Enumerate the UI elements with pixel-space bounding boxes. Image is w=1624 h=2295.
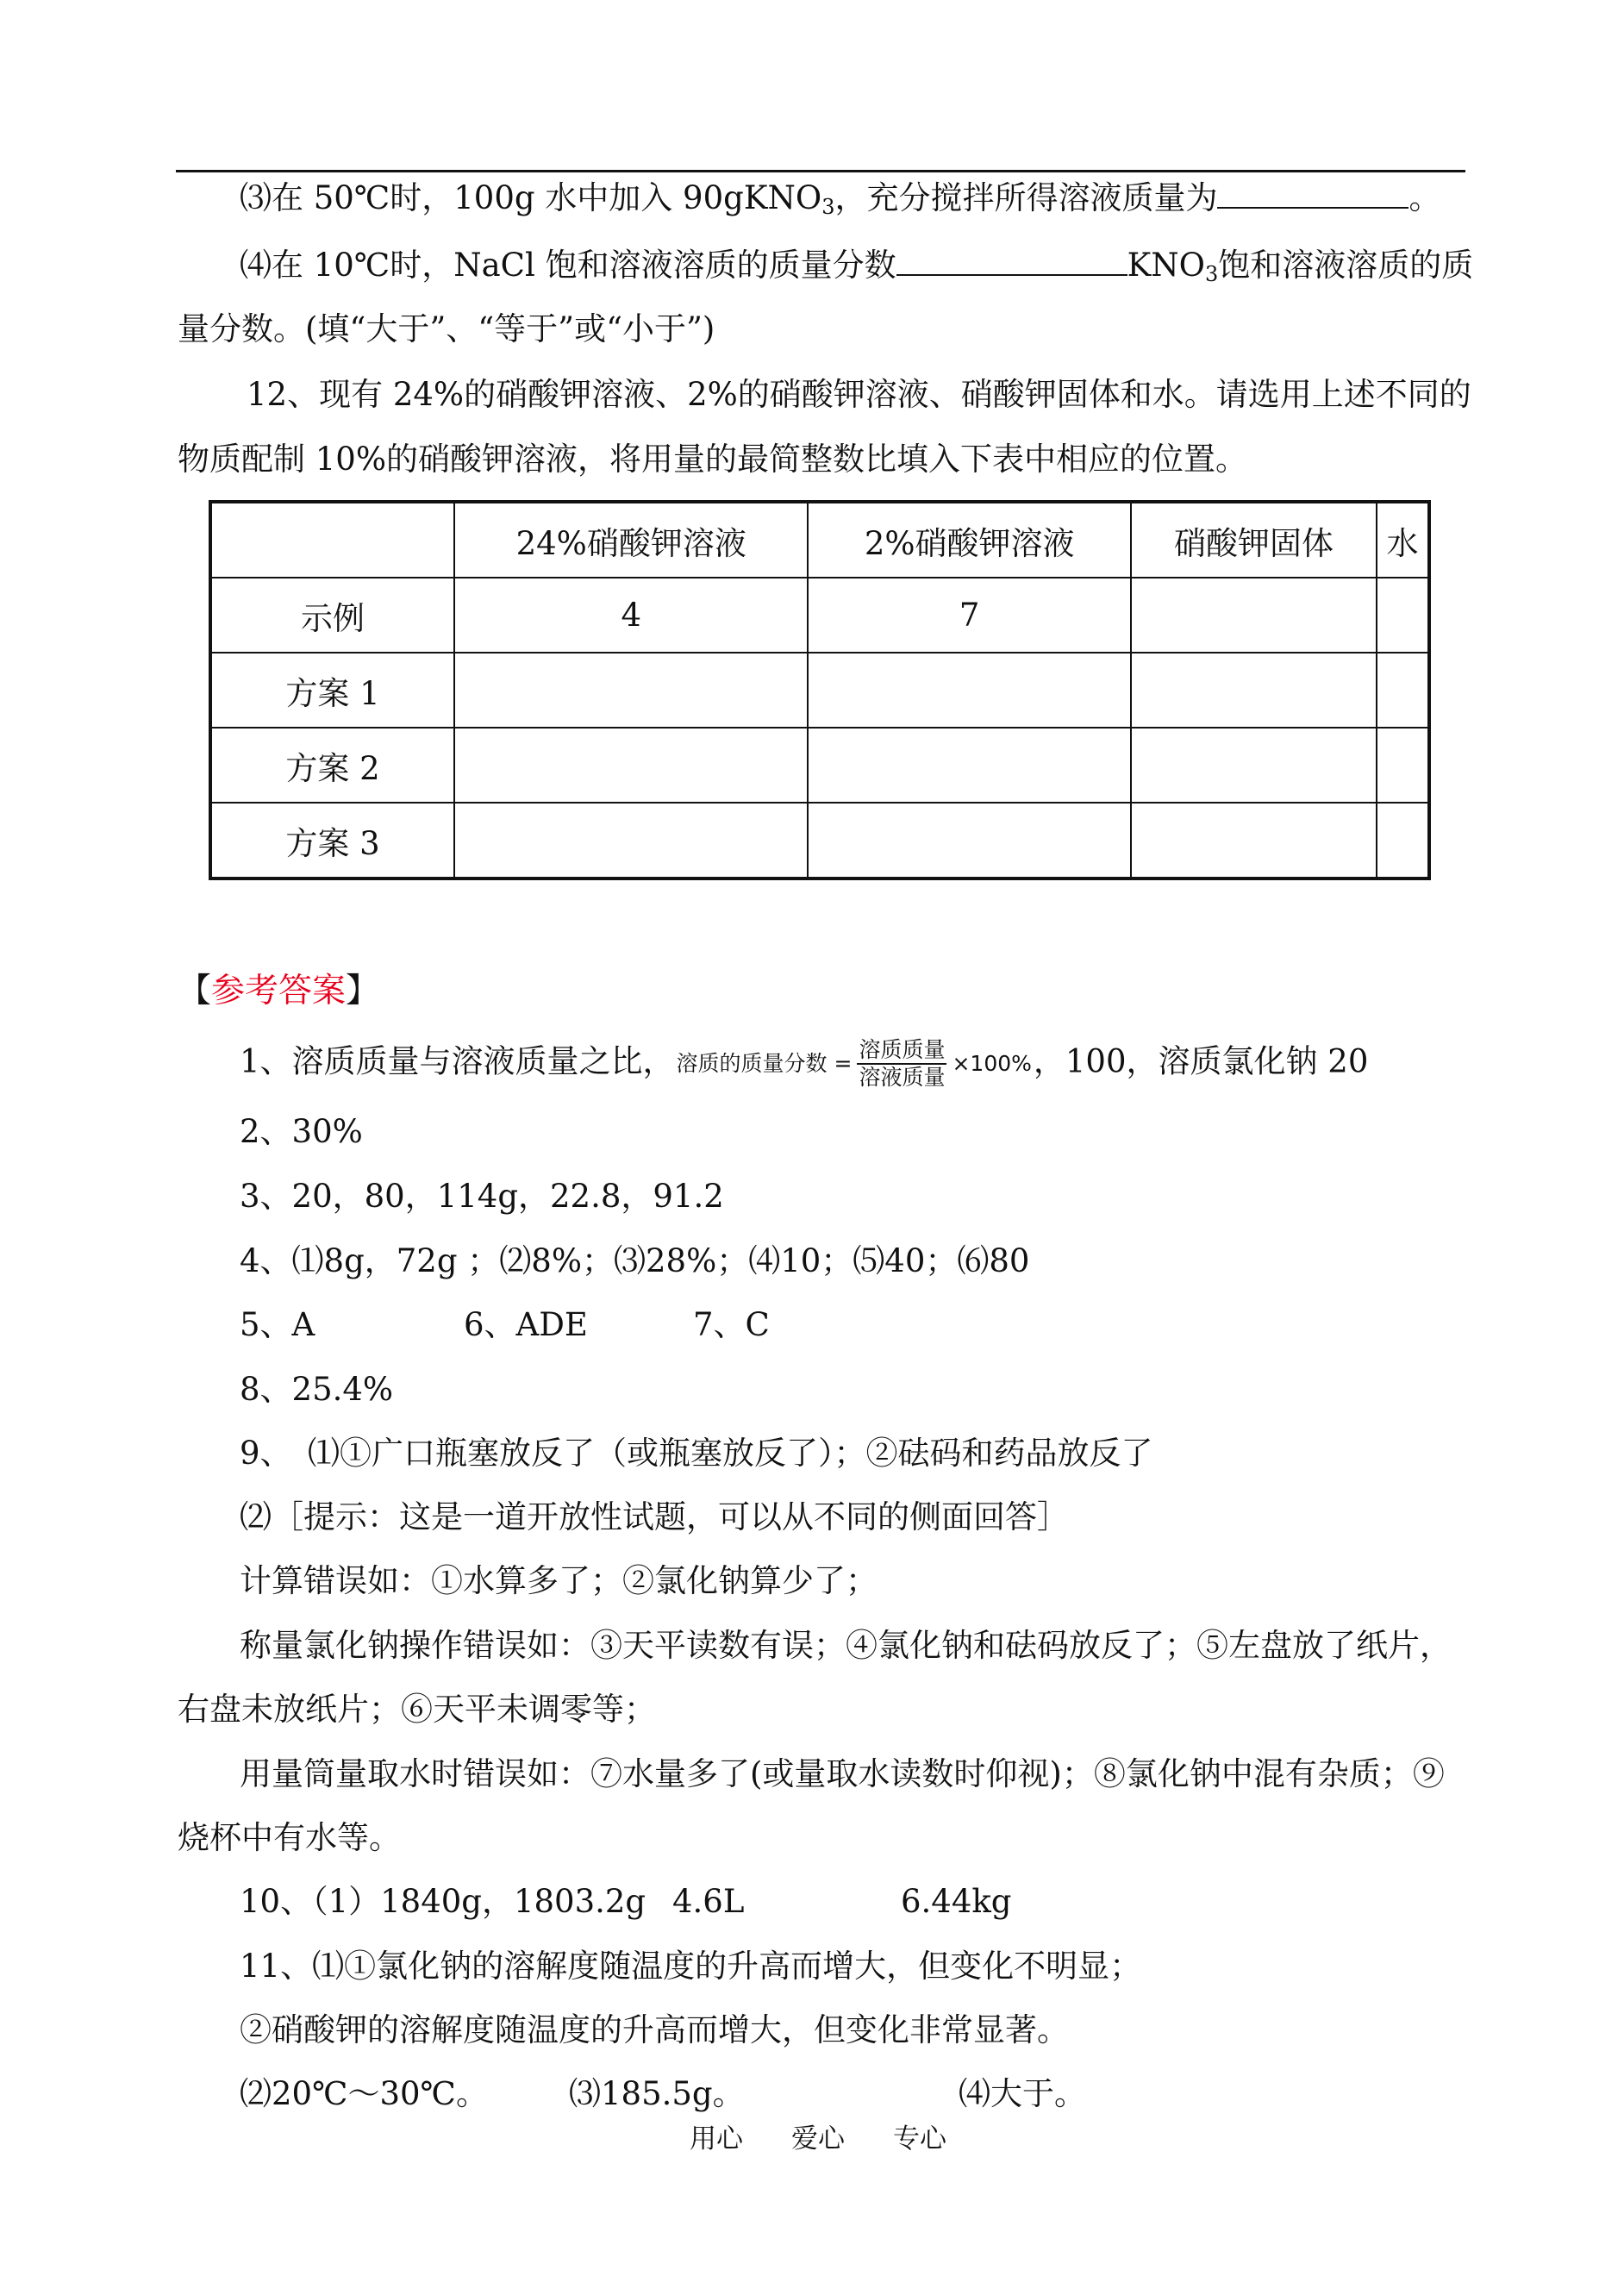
table-cell[interactable] — [454, 653, 808, 728]
table-cell[interactable] — [1131, 803, 1377, 879]
answer-blank[interactable] — [1217, 178, 1409, 209]
table-header-row — [210, 502, 1429, 578]
table-cell: 方案 1 — [210, 653, 454, 728]
table-cell[interactable] — [1131, 728, 1377, 803]
answer-blank[interactable] — [896, 245, 1127, 276]
table-cell[interactable] — [808, 653, 1131, 728]
table-cell: 方案 2 — [210, 728, 454, 803]
answer-9-line5: 右盘未放纸片；⑥天平未调零等； — [178, 1691, 656, 1728]
answer-1: 1、溶质质量与溶液质量之比， 溶质的质量分数 = $\frac{\text{溶质质量}}{\text{溶液质量}}$ ×100% ，100，溶质氯化钠 20 — [240, 1037, 1369, 1090]
answer-10-b: 4.6L — [672, 1883, 745, 1920]
answer-9-line3: 计算错误如：①水算多了；②氯化钠算少了； — [240, 1562, 878, 1599]
q11-part3: ⑶在 50℃时，100g 水中加入 90gKNO$_3$，充分搅拌所得溶液质量为 。 — [240, 179, 1441, 219]
header-rule — [176, 170, 1465, 172]
table-cell — [1131, 578, 1377, 653]
answers-heading: 【参考答案】 — [178, 972, 380, 1010]
q12-line1: 12、现有 24%的硝酸钾溶液、2%的硝酸钾溶液、硝酸钾固体和水。请选用上述不同的 — [247, 376, 1471, 413]
q12-line2: 物质配制 10%的硝酸钾溶液，将用量的最简整数比填入下表中相应的位置。 — [178, 441, 1247, 478]
answer-11-line3a: ⑵20℃～30℃。 — [240, 2075, 488, 2112]
answer-3: 3、20，80，114g，22.8，91.2 — [240, 1178, 724, 1215]
answer-8: 8、25.4% — [240, 1371, 394, 1408]
answer-11-line3b: ⑶185.5g。 — [569, 2075, 745, 2112]
table-cell: 7 — [808, 578, 1131, 653]
answer-2: 2、30% — [240, 1113, 363, 1150]
table-cell[interactable] — [1377, 728, 1429, 803]
table-header-cell — [210, 502, 454, 578]
answer-7: 7、C — [693, 1306, 770, 1343]
table-row — [210, 578, 1429, 653]
mass-fraction-formula: 溶质的质量分数 = $\frac{\text{溶质质量}}{\text{溶液质量}}$ ×100% — [676, 1037, 1032, 1090]
table-row — [210, 653, 1429, 728]
table-header-cell: 2%硝酸钾溶液 — [808, 502, 1131, 578]
table-cell[interactable] — [808, 803, 1131, 879]
table-cell[interactable] — [1377, 653, 1429, 728]
table-header-cell: 硝酸钾固体 — [1131, 502, 1377, 578]
answer-11-line1: 11、⑴①氯化钠的溶解度随温度的升高而增大，但变化不明显； — [240, 1948, 1142, 1985]
table-cell[interactable] — [1377, 803, 1429, 879]
table-cell[interactable] — [454, 728, 808, 803]
answer-9-line6: 用量筒量取水时错误如：⑦水量多了(或量取水读数时仰视)；⑧氯化钠中混有杂质；⑨ — [240, 1755, 1445, 1792]
table-cell — [1377, 578, 1429, 653]
answer-11-line2: ②硝酸钾的溶解度随温度的升高而增大，但变化非常显著。 — [240, 2011, 1069, 2048]
answer-10-a: 10、（1）1840g，1803.2g — [240, 1883, 646, 1920]
answer-11-line3c: ⑷大于。 — [959, 2075, 1086, 2112]
page-footer: 用心 爱心 专心 — [690, 2123, 946, 2154]
q11-part4-line2: 量分数。(填“大于”、“等于”或“小于”) — [178, 310, 715, 347]
answer-5: 5、A — [240, 1306, 315, 1343]
table-cell: 示例 — [210, 578, 454, 653]
table-cell: 方案 3 — [210, 803, 454, 879]
answer-4: 4、⑴8g，72g ；⑵8%；⑶28%；⑷10；⑸40；⑹80 — [240, 1242, 1030, 1279]
answer-9-line7: 烧杯中有水等。 — [178, 1819, 401, 1856]
answer-10-c: 6.44kg — [901, 1883, 1012, 1920]
table-cell: 4 — [454, 578, 808, 653]
answer-9-line1: 9、 ⑴①广口瓶塞放反了（或瓶塞放反了）；②砝码和药品放反了 — [240, 1435, 1153, 1472]
table-header-cell: 水 — [1377, 502, 1429, 578]
answer-9-line4: 称量氯化钠操作错误如：③天平读数有误；④氯化钠和砝码放反了；⑤左盘放了纸片， — [240, 1627, 1452, 1664]
table-cell[interactable] — [454, 803, 808, 879]
table-cell[interactable] — [808, 728, 1131, 803]
answer-6: 6、ADE — [464, 1306, 588, 1343]
table-row — [210, 728, 1429, 803]
q11-part4: ⑷在 10℃时，NaCl 饱和溶液溶质的质量分数 $KNO_3$饱和溶液溶质的质 — [240, 247, 1474, 286]
table-header-cell: 24%硝酸钾溶液 — [454, 502, 808, 578]
table-cell[interactable] — [1131, 653, 1377, 728]
table-row — [210, 803, 1429, 879]
answer-9-line2: ⑵［提示：这是一道开放性试题，可以从不同的侧面回答］ — [240, 1498, 1069, 1535]
ratio-table — [209, 500, 1431, 880]
